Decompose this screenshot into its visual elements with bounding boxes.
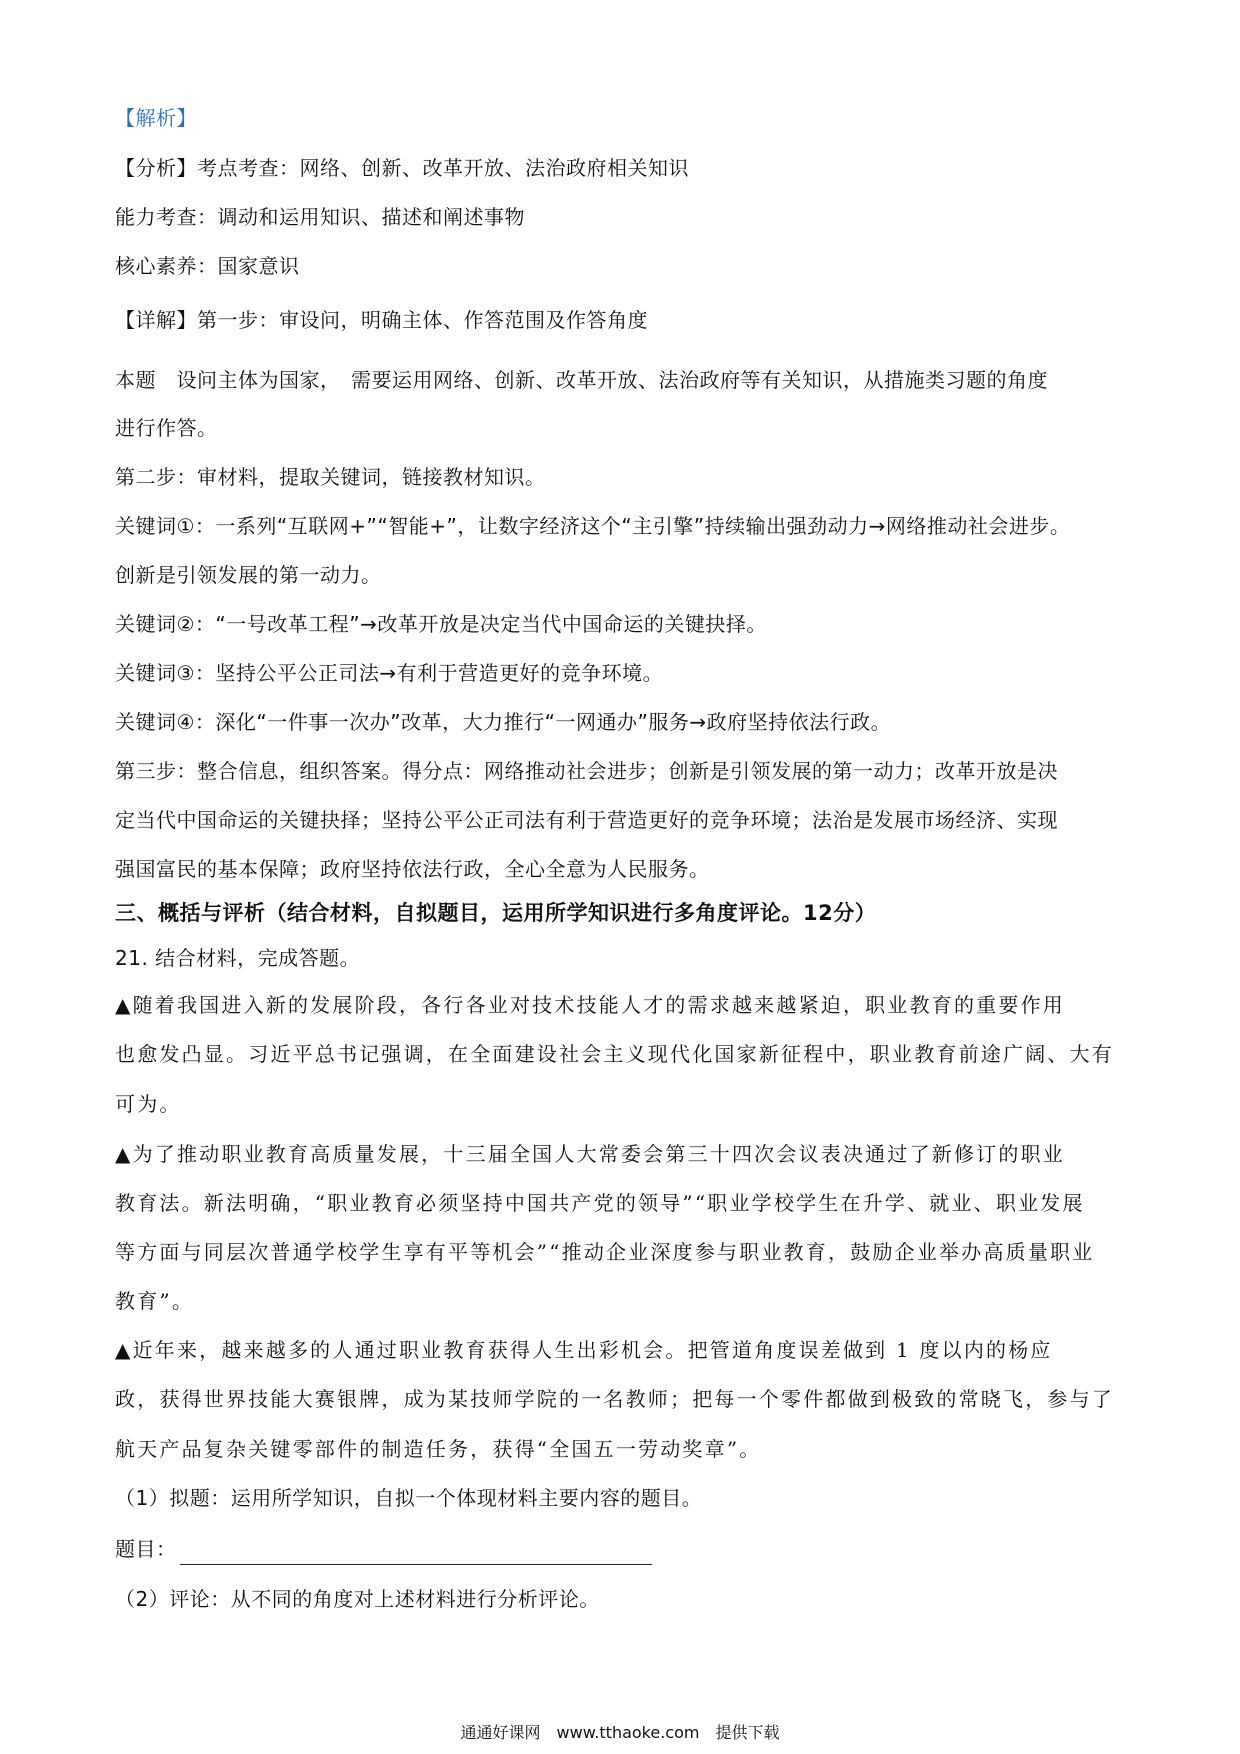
step3-line: 定当代中国命运的关键抉择；坚持公平公正司法有利于营造更好的竞争环境；法治是发展市场经济、实现 <box>115 808 1058 832</box>
title-label: 题目： <box>115 1537 177 1561</box>
section-3-heading: 三、概括与评析（结合材料，自拟题目，运用所学知识进行多角度评论。12分） <box>115 901 877 925</box>
paragraph-line: 本题 设问主体为国家， 需要运用网络、创新、改革开放、法治政府等有关知识，从措施类习题的角度 <box>115 368 1048 392</box>
material-3-line: 政，获得世界技能大赛银牌，成为某技师学院的一名教师；把每一个零件都做到极致的常晓飞，参与了 <box>115 1387 1114 1411</box>
material-1-line: 可为。 <box>115 1092 182 1116</box>
analysis-heading: 【解析】 <box>115 106 197 130</box>
analysis-ability: 能力考查：调动和运用知识、描述和阐述事物 <box>115 205 525 229</box>
footer-text: 通通好课网 www.tthaoke.com 提供下载 <box>460 1723 780 1742</box>
material-2-line: 教育”。 <box>115 1289 195 1313</box>
material-3-line: ▲近年来，越来越多的人通过职业教育获得人生出彩机会。把管道角度误差做到 1 度以内的杨应 <box>115 1338 1053 1362</box>
step3-line: 强国富民的基本保障；政府坚持依法行政，全心全意为人民服务。 <box>115 857 710 881</box>
step2-text: 第二步：审材料，提取关键词，链接教材知识。 <box>115 465 546 489</box>
keyword-1-line: 创新是引领发展的第一动力。 <box>115 563 382 587</box>
keyword-4: 关键词④：深化“一件事一次办”改革，大力推行“一网通办”服务→政府坚持依法行政。 <box>115 710 892 734</box>
question-21-prompt: 21. 结合材料，完成答题。 <box>115 946 361 970</box>
analysis-detail-step1: 【详解】第一步：审设问，明确主体、作答范围及作答角度 <box>115 308 648 332</box>
sub-question-1: （1）拟题：运用所学知识，自拟一个体现材料主要内容的题目。 <box>115 1486 703 1510</box>
step3-line: 第三步：整合信息，组织答案。得分点：网络推动社会进步；创新是引领发展的第一动力；改革开放是决 <box>115 759 1058 783</box>
material-1-line: 也愈发凸显。习近平总书记强调，在全面建设社会主义现代化国家新征程中，职业教育前途广阔、大有 <box>115 1042 1114 1066</box>
paragraph-line: 进行作答。 <box>115 416 218 440</box>
analysis-literacy: 核心素养：国家意识 <box>115 254 300 278</box>
material-3-line: 航天产品复杂关键零部件的制造任务，获得“全国五一劳动奖章”。 <box>115 1437 762 1461</box>
material-1-line: ▲随着我国进入新的发展阶段，各行各业对技术技能人才的需求越来越紧迫，职业教育的重要作用 <box>115 993 1065 1017</box>
sub-question-2: （2）评论：从不同的角度对上述材料进行分析评论。 <box>115 1587 600 1611</box>
keyword-2: 关键词②：“一号改革工程”→改革开放是决定当代中国命运的关键抉择。 <box>115 612 767 636</box>
material-2-line: 教育法。新法明确，“职业教育必须坚持中国共产党的领导”“职业学校学生在升学、就业、职业发展 <box>115 1191 1085 1215</box>
keyword-1-line: 关键词①：一系列“互联网+”“智能+”，让数字经济这个“主引擎”持续输出强劲动力→网络推动社会进步。 <box>115 514 1071 538</box>
material-2-line: 等方面与同层次普通学校学生享有平等机会”“推动企业深度参与职业教育，鼓励企业举办高质量职业 <box>115 1240 1095 1264</box>
analysis-fenxi: 【分析】考点考查：网络、创新、改革开放、法治政府相关知识 <box>115 156 689 180</box>
keyword-3: 关键词③：坚持公平公正司法→有利于营造更好的竞争环境。 <box>115 661 664 685</box>
material-2-line: ▲为了推动职业教育高质量发展，十三届全国人大常委会第三十四次会议表决通过了新修订的职业 <box>115 1142 1065 1166</box>
title-answer-blank <box>180 1564 652 1565</box>
